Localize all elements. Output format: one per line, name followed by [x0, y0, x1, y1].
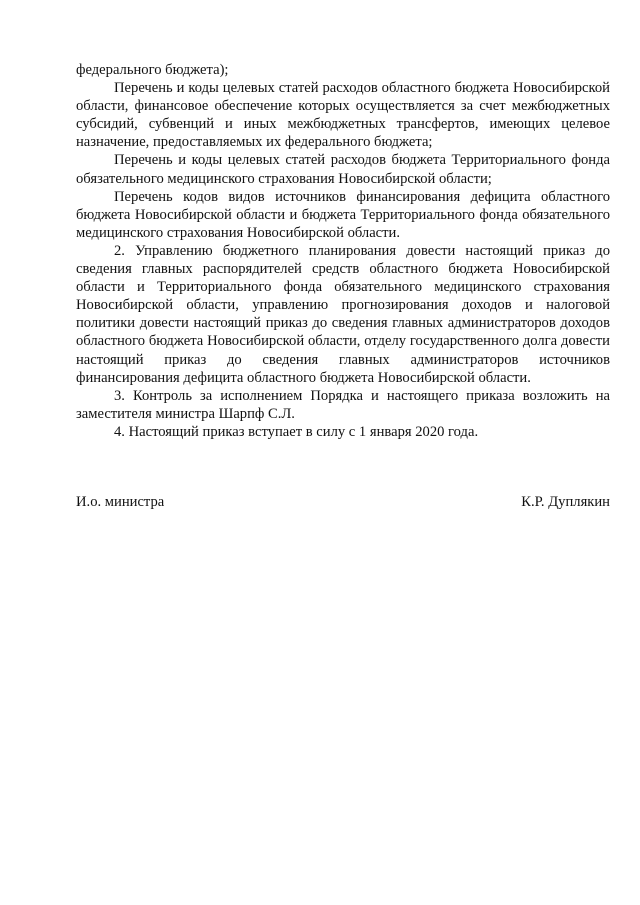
paragraph-subsidies-list: Перечень и коды целевых статей расходов областного бюджета Новосибирской области, финансовое обеспечение которых осуществляется за счет межбюджетных субсидий, субвенций и иных межбюджетных трансфертов, имеющих целевое назначение, предоставляемых их федерального бюджета;: [76, 80, 610, 151]
paragraph-tfoms-list: Перечень и коды целевых статей расходов бюджета Территориального фонда обязательного медицинского страхования Новосибирской области;: [76, 152, 610, 187]
signatory-position: И.о. министра: [76, 494, 165, 510]
paragraph-item-2: 2. Управлению бюджетного планирования довести настоящий приказ до сведения главных распорядителей средств областного бюджета Новосибирской области и Территориального фонда обязательного медицинского страхования Новосибирской области, управлению прогнозирования доходов и налоговой политики довести настоящий приказ до сведения главных администраторов доходов областного бюджета Новосибирской области, отделу государственного долга довести настоящий приказ до сведения главных администраторов источников финансирования дефицита областного бюджета Новосибирской области.: [76, 242, 610, 386]
document-body: [76, 61, 610, 441]
signature-block: [76, 493, 610, 511]
paragraph-deficit-sources-list: Перечень кодов видов источников финансирования дефицита областного бюджета Новосибирской области и бюджета Территориального фонда обязательного медицинского страхования Новосибирской области.: [76, 188, 610, 241]
signatory-name: К.Р. Дуплякин: [521, 494, 610, 510]
paragraph-continuation: федерального бюджета);: [76, 62, 229, 78]
paragraph-item-4: 4. Настоящий приказ вступает в силу с 1 января 2020 года.: [114, 423, 479, 440]
paragraph-item-3: 3. Контроль за исполнением Порядка и настоящего приказа возложить на заместителя министра Шарпф С.Л.: [76, 387, 610, 422]
